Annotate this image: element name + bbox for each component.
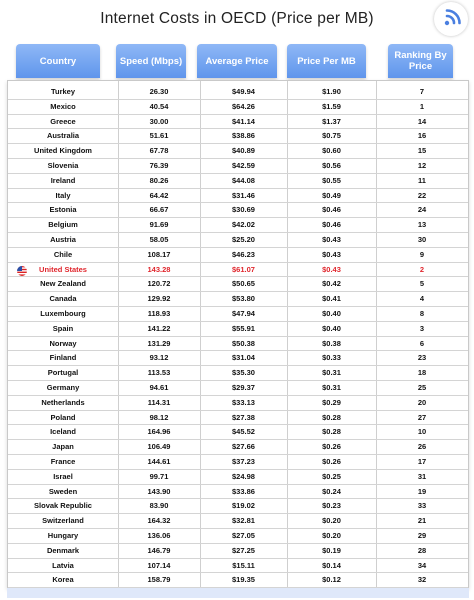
table-row [8,189,468,204]
table-row [8,470,468,485]
country-cell: Belgium [48,220,78,230]
value-cell: $0.41 [322,294,341,304]
value-cell: 9 [419,249,425,259]
country-cell: Sweden [48,486,78,496]
table-row [8,559,468,574]
value-cell: 80.26 [149,175,169,185]
value-cell: 108.17 [147,249,171,259]
value-cell: 5 [419,279,425,289]
value-cell: 83.90 [149,501,169,511]
table-row [8,337,468,352]
value-cell: $0.12 [322,575,341,585]
country-cell: Estonia [49,205,77,215]
table-header [0,44,474,80]
value-cell: $0.20 [322,531,341,540]
value-cell: $0.31 [322,383,341,392]
table-row [8,351,468,366]
value-cell: 144.61 [147,457,171,466]
value-cell: $0.19 [322,545,341,555]
value-cell: 7 [419,87,425,96]
value-cell: 16 [417,131,427,141]
value-cell: $61.07 [232,264,255,274]
value-cell: $53.80 [232,294,255,304]
country-cell: Hungary [47,531,79,540]
value-cell: $0.23 [322,501,341,511]
country-cell: Mexico [50,101,76,111]
country-cell: Germany [46,383,80,392]
country-cell: Latvia [52,560,74,570]
value-cell: $31.04 [232,353,255,363]
value-cell: $35.30 [232,368,255,378]
table-row [8,322,468,337]
table-row [8,396,468,411]
value-cell: 31 [417,471,427,481]
value-cell: $0.56 [322,161,341,170]
table-row [8,425,468,440]
country-cell: Poland [50,412,76,422]
value-cell: $0.31 [322,368,341,378]
value-cell: $24.98 [232,471,255,481]
country-cell: Iceland [50,427,76,437]
country-cell: Greece [50,116,76,126]
column-header-country: Country [16,44,100,78]
value-cell: $0.14 [322,560,341,570]
value-cell: 113.53 [147,368,171,378]
column-header-average-price: Average Price [197,44,277,78]
value-cell: 12 [417,161,427,170]
country-cell: Ireland [50,175,76,185]
value-cell: 67.78 [149,146,169,156]
value-cell: 20 [417,397,427,407]
value-cell: $0.75 [322,131,341,141]
value-cell: 51.61 [149,131,169,141]
table-row [8,263,468,278]
value-cell: $1.37 [322,116,341,126]
value-cell: $0.40 [322,309,341,318]
table-row [8,174,468,189]
value-cell: $47.94 [232,309,255,318]
table-row [8,277,468,292]
value-cell: $55.91 [232,323,255,333]
value-cell: $38.86 [232,131,255,141]
value-cell: 143.28 [147,264,171,274]
value-cell: $0.26 [322,442,341,452]
value-cell: $27.38 [232,412,255,422]
value-cell: 91.69 [149,220,169,230]
value-cell: $37.23 [232,457,255,466]
value-cell: 3 [419,323,425,333]
value-cell: $0.40 [322,323,341,333]
value-cell: $33.13 [232,397,255,407]
value-cell: 28 [417,545,427,555]
value-cell: $31.46 [232,190,255,200]
value-cell: 32 [417,575,427,585]
value-cell: $27.66 [232,442,255,452]
value-cell: 66.67 [149,205,169,215]
value-cell: 114.31 [147,397,171,407]
value-cell: 131.29 [147,338,171,348]
value-cell: $41.14 [232,116,255,126]
value-cell: 64.42 [149,190,169,200]
table-row [8,573,468,588]
value-cell: 4 [419,294,425,304]
value-cell: 13 [417,220,427,230]
value-cell: $1.90 [322,87,341,96]
value-cell: 164.96 [147,427,171,437]
value-cell: $1.59 [322,101,341,111]
value-cell: 107.14 [147,560,171,570]
value-cell: 17 [417,457,427,466]
table-row [8,366,468,381]
value-cell: $15.11 [232,560,255,570]
value-cell: $64.26 [232,101,255,111]
value-cell: $45.52 [232,427,255,437]
value-cell: 14 [417,116,427,126]
value-cell: $0.46 [322,205,341,215]
value-cell: 129.92 [147,294,171,304]
table-row [8,115,468,130]
value-cell: 33 [417,501,427,511]
table-row [8,485,468,500]
table-footer-band [7,588,469,598]
chart-title: Internet Costs in OECD (Price per MB) [100,10,374,27]
value-cell: 99.71 [149,471,169,481]
table-row [8,440,468,455]
value-cell: 141.22 [147,323,171,333]
value-cell: $29.37 [232,383,255,392]
value-cell: 23 [417,353,427,363]
value-cell: $25.20 [232,235,255,244]
country-cell: Austria [50,235,76,244]
value-cell: 120.72 [147,279,171,289]
table-row [8,499,468,514]
value-cell: $50.38 [232,338,255,348]
value-cell: $0.24 [322,486,341,496]
value-cell: $0.43 [322,264,341,274]
value-cell: $0.20 [322,516,341,526]
table-row [8,85,468,100]
value-cell: 1 [419,101,425,111]
value-cell: 164.32 [147,516,171,526]
country-cell: France [50,457,76,466]
value-cell: 29 [417,531,427,540]
country-cell: United States [39,264,87,274]
us-flag-icon [17,266,27,276]
value-cell: 34 [417,560,427,570]
wifi-icon [434,2,468,36]
value-cell: $0.42 [322,279,341,289]
value-cell: $0.49 [322,190,341,200]
country-cell: United Kingdom [34,146,92,156]
value-cell: $0.25 [322,471,341,481]
value-cell: 106.49 [147,442,171,452]
value-cell: $0.46 [322,220,341,230]
table-row [8,381,468,396]
value-cell: $0.33 [322,353,341,363]
table-row [8,129,468,144]
value-cell: $0.29 [322,397,341,407]
value-cell: 11 [418,175,426,185]
value-cell: $46.23 [232,249,255,259]
value-cell: $0.55 [322,175,341,185]
value-cell: 143.90 [147,486,171,496]
value-cell: 118.93 [147,309,171,318]
value-cell: 93.12 [149,353,169,363]
value-cell: $19.02 [232,501,255,511]
value-cell: $33.86 [232,486,255,496]
country-cell: Korea [52,575,74,585]
table-row [8,159,468,174]
value-cell: 25 [417,383,427,392]
country-cell: Australia [46,131,80,141]
country-cell: Norway [49,338,77,348]
value-cell: 10 [417,427,427,437]
value-cell: $27.25 [232,545,255,555]
value-cell: $0.38 [322,338,341,348]
country-cell: Slovenia [47,161,79,170]
table-row [8,218,468,233]
value-cell: 8 [419,309,425,318]
value-cell: 94.61 [149,383,169,392]
value-cell: $19.35 [232,575,255,585]
value-cell: $0.28 [322,412,341,422]
country-cell: New Zealand [40,279,86,289]
country-cell: Finland [49,353,77,363]
column-header-price-per-mb: Price Per MB [287,44,366,78]
value-cell: 6 [419,338,425,348]
value-cell: $0.26 [322,457,341,466]
value-cell: 58.05 [149,235,169,244]
table-row [8,514,468,529]
value-cell: $0.43 [322,235,341,244]
table-row [8,544,468,559]
value-cell: 15 [417,146,427,156]
value-cell: $50.65 [232,279,255,289]
value-cell: $0.60 [322,146,341,156]
table-row [8,455,468,470]
value-cell: 76.39 [149,161,169,170]
value-cell: 98.12 [149,412,169,422]
value-cell: 24 [417,205,427,215]
country-cell: Spain [52,323,74,333]
country-cell: Portugal [47,368,79,378]
column-header-speed-mbps: Speed (Mbps) [116,44,186,78]
table-row [8,292,468,307]
country-cell: Japan [52,442,74,452]
value-cell: 30 [417,235,427,244]
table-row [8,248,468,263]
table-row [8,144,468,159]
value-cell: $32.81 [232,516,255,526]
country-cell: Chile [53,249,73,259]
table-row [8,307,468,322]
country-cell: Switzerland [42,516,84,526]
country-cell: Turkey [50,87,76,96]
country-cell: Israel [53,471,73,481]
value-cell: $0.28 [322,427,341,437]
value-cell: 26.30 [149,87,169,96]
value-cell: 21 [417,516,427,526]
country-cell: Slovak Republic [34,501,92,511]
value-cell: 136.06 [147,531,171,540]
value-cell: $44.08 [232,175,255,185]
table-row [8,203,468,218]
value-cell: 30.00 [149,116,169,126]
value-cell: $49.94 [232,87,255,96]
table-row [8,100,468,115]
value-cell: $40.89 [232,146,255,156]
value-cell: $42.59 [232,161,255,170]
country-cell: Canada [49,294,77,304]
value-cell: 40.54 [149,101,169,111]
table-row [8,233,468,248]
value-cell: $0.43 [322,249,341,259]
column-header-ranking-by-price: Ranking By Price [388,44,453,78]
value-cell: $30.69 [232,205,255,215]
value-cell: 18 [417,368,427,378]
data-table [7,80,469,588]
value-cell: 158.79 [147,575,171,585]
value-cell: 27 [417,412,427,422]
value-cell: $42.02 [232,220,255,230]
value-cell: $27.05 [232,531,255,540]
country-cell: Denmark [46,545,80,555]
value-cell: 19 [417,486,427,496]
value-cell: 2 [419,264,425,274]
value-cell: 22 [417,190,427,200]
table-row [8,529,468,544]
value-cell: 146.79 [147,545,171,555]
value-cell: 26 [417,442,427,452]
country-cell: Luxembourg [40,309,86,318]
table-row [8,411,468,426]
country-cell: Italy [55,190,71,200]
country-cell: Netherlands [41,397,85,407]
